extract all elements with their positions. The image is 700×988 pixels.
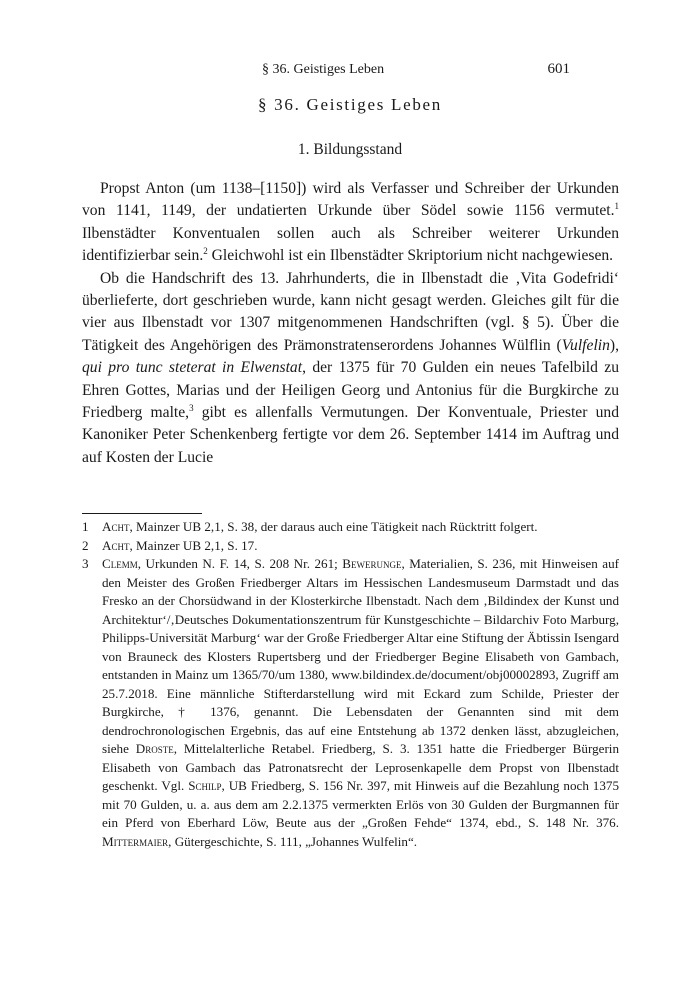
body-text	[82, 178, 619, 469]
text-run: , Mittelalterliche Retabel. Friedberg, S. 3. 1351 hatte die Friedberger Bürgerin Elisabeth von Gambach das Patronatsrecht der Leprosenkapelle dem Propst von Ilbenstadt geschenkt. Vgl.	[102, 741, 619, 793]
footnote	[82, 537, 619, 556]
paragraph	[82, 178, 619, 268]
footnotes	[82, 518, 619, 851]
text-run: , Mainzer UB 2,1, S. 17.	[129, 537, 258, 553]
text-run: Ob die Handschrift des 13. Jahrhunderts, die in Ilbenstadt die ‚Vita Godefridi‘ überlieferte, dort geschrieben wurde, kann nicht gesagt werden. Gleiches gilt für die vier aus Ilbenstadt vor 1307 mitgenommenen Handschriften (vgl. § 5). Über die Tätigkeit des Angehörigen des Prämonstratenserordens Johannes Wülflin (	[82, 269, 619, 354]
italic-text: Vulfelin	[561, 336, 610, 354]
footnote-rule	[82, 513, 202, 514]
author-name: Droste	[135, 741, 174, 756]
author-name: Clemm	[102, 556, 138, 571]
author-name: Bewerunge	[342, 556, 402, 571]
text-run: gibt es allenfalls Vermutungen. Der Konventuale, Priester und Kanoniker Peter Schenkenberg fertigte vor dem 26. September 1414 im Auftrag und auf Kosten der Lucie	[82, 404, 619, 466]
footnote-text	[102, 555, 619, 851]
footnote-number: 1	[82, 519, 89, 534]
text-run: Ilbenstädter Konventualen sollen auch als Schreiber weiterer Urkunden identifizierbar sein.	[82, 224, 619, 265]
text-run: , Urkunden N. F. 14, S. 208 Nr. 261;	[137, 556, 343, 571]
footnote-number: 3	[82, 556, 89, 571]
paragraph	[82, 268, 619, 470]
section-title: § 36. Geistiges Leben	[258, 95, 442, 114]
author-name: Mittermaier	[102, 833, 169, 849]
author-name: Acht	[102, 537, 130, 553]
author-name: Schilp	[188, 778, 222, 793]
text-run: Gleichwohl ist ein Ilbenstädter Skriptorium nicht nachgewiesen.	[207, 247, 614, 265]
italic-text: qui pro tunc steterat in Elwenstat	[82, 359, 303, 377]
text-run: , der 1375 für 70 Gulden ein neues Tafelbild zu Ehren Gottes, Marias und der Heiligen Georg und Antonius für die Burgkirche zu Friedberg malte,	[82, 359, 619, 422]
text-run: , Gütergeschichte, S. 111, „Johannes Wulfelin“.	[168, 833, 418, 849]
footnote-ref: 1	[614, 201, 619, 212]
text-run: Propst Anton (um 1138–[1150]) wird als Verfasser und Schreiber der Urkunden von 1141, 1149, der undatierten Urkunde über Södel sowie 1156 vermutet.	[82, 180, 619, 220]
text-run: , Materialien, S. 236, mit Hinweisen auf den Meister des Großen Friedberger Altars im Hessischen Landesmuseum Darmstadt und das Fresko an der Chorsüdwand in der Klosterkirche Ilbenstadt. Nach dem ‚Bildindex der Kunst und Architektur‘/‚Deutsches Dokumentationszentrum für Kunstgeschichte – Bildarchiv Foto Marburg, Philipps-Universität Marburg‘ war der Große Friedberger Altar eine Stiftung der Äbtissin Isengard von Brauneck des Klosters Rupertsberg und der Friedberger Begine Elisabeth von Gambach, entstanden in Mainz um 1365/70/um 1380, www.bildindex.de/document/obj00002893, Zugriff am 25.7.2018. Eine männliche Stifterdarstellung wird mit Eckard zum Schilde, Priester der Burgkirche, † 1376, genannt. Die Lebensdaten der Genannten sind mit dem dendrochronologischen Ergebnis, das auf eine Entstehung ab 1372 denken lässt, abzugleichen, siehe	[102, 556, 620, 756]
text-run: , UB Friedberg, S. 156 Nr. 397, mit Hinweis auf die Bezahlung noch 1375 mit 70 Gulden, u. a. aus dem am 2.2.1375 vermerkten Erlös von 30 Gulden der Burgmannen für ein Pferd von Eberhard Löw, Beute aus der „Großen Fehde“ 1374, ebd., S. 148 Nr. 376.	[102, 778, 619, 830]
running-head: § 36. Geistiges Leben	[262, 62, 385, 77]
footnote-ref: 3	[189, 403, 194, 414]
footnote	[82, 518, 619, 537]
footnote-ref: 2	[203, 246, 208, 257]
footnote-text	[102, 518, 619, 537]
author-name: Acht	[102, 519, 130, 534]
text-run: , Mainzer UB 2,1, S. 38, der daraus auch eine Tätigkeit nach Rücktritt folgert.	[129, 519, 538, 534]
text-run: ),	[609, 336, 619, 354]
footnote-number: 2	[82, 537, 89, 553]
footnote	[82, 555, 619, 851]
page-number: 601	[547, 61, 570, 77]
subsection-title: 1. Bildungsstand	[297, 141, 403, 158]
footnote-text	[102, 537, 619, 556]
